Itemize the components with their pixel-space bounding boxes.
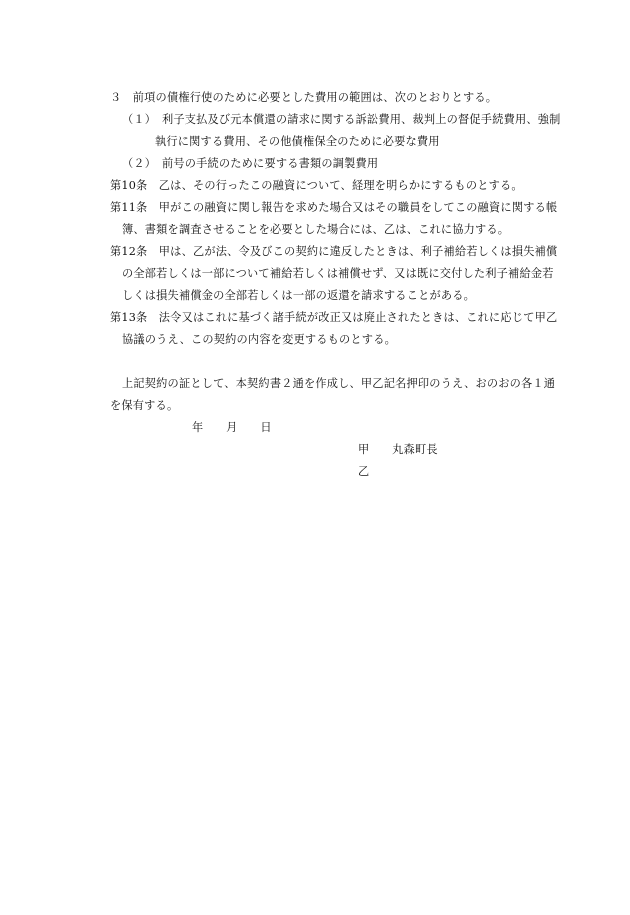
article-11-line-2: 簿、書類を調査させることを必要とした場合には、乙は、これに協力する。 <box>122 223 510 236</box>
item-2-line: （２） 前号の手続のために要する書類の調製費用 <box>122 157 379 170</box>
party-b-line: 乙 <box>358 465 370 478</box>
article-11-line-1: 第11条 甲がこの融資に関し報告を求めた場合又はその職員をしてこの融資に関する帳 <box>110 201 558 214</box>
item-1-line-2: 執行に関する費用、その他債権保全のために必要な費用 <box>155 135 440 148</box>
clause-3-line: ３ 前項の債権行使のために必要とした費用の範囲は、次のとおりとする。 <box>110 91 498 104</box>
party-a-line: 甲 丸森町長 <box>358 443 438 456</box>
closing-line-1: 上記契約の証として、本契約書２通を作成し、甲乙記名押印のうえ、おのおの各１通 <box>122 377 556 390</box>
article-12-line-1: 第12条 甲は、乙が法、令及びこの契約に違反したときは、利子補給若しくは損失補償 <box>110 245 558 258</box>
article-10-line: 第10条 乙は、その行ったこの融資について、経理を明らかにするものとする。 <box>110 179 523 192</box>
article-12-line-2: の全部若しくは一部について補給若しくは補償せず、又は既に交付した利子補給金若 <box>122 267 554 280</box>
article-12-line-3: しくは損失補償金の全部若しくは一部の返還を請求することがある。 <box>122 289 476 302</box>
item-1-line-1: （１） 利子支払及び元本償還の請求に関する訴訟費用、裁判上の督促手続費用、強制 <box>122 113 561 126</box>
closing-line-2: を保有する。 <box>110 399 179 412</box>
date-line: 年 月 日 <box>192 421 272 434</box>
article-13-line-2: 協議のうえ、この契約の内容を変更するものとする。 <box>122 333 396 346</box>
article-13-line-1: 第13条 法令又はこれに基づく諸手続が改正又は廃止されたときは、これに応じて甲乙 <box>110 311 558 324</box>
